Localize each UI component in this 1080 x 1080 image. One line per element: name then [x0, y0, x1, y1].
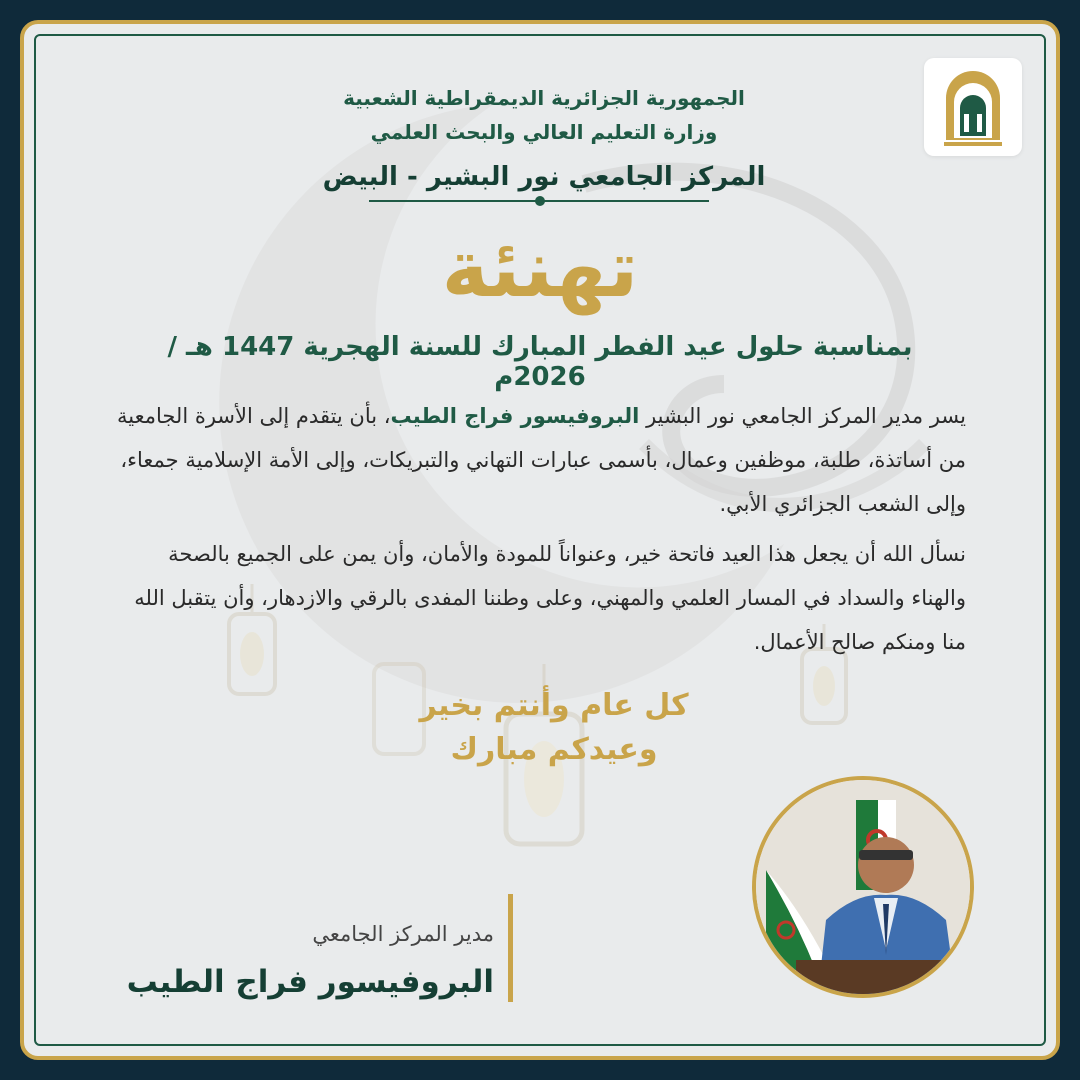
- signature-role: مدير المركز الجامعي: [312, 922, 494, 946]
- divider-dot: [535, 196, 545, 206]
- university-logo: [924, 58, 1022, 156]
- congratulations-heading: تهنئة: [441, 222, 639, 315]
- gold-outer-frame: [20, 20, 1060, 1060]
- occasion-subtitle: بمناسبة حلول عيد الفطر المبارك للسنة الهجرية 1447 هـ / 2026م: [167, 332, 913, 392]
- director-photo: [752, 776, 974, 998]
- wish-line-1: كل عام وأنتم بخير: [419, 688, 689, 723]
- ministry-title: وزارة التعليم العالي والبحث العلمي: [370, 120, 718, 144]
- director-name-highlight: البروفيسور فراج الطيب: [390, 404, 640, 428]
- message-paragraph-1: [114, 394, 966, 526]
- paragraph-1-start: يسر مدير المركز الجامعي نور البشير: [639, 404, 966, 428]
- signature-name: البروفيسور فراج الطيب: [126, 964, 494, 1000]
- university-emblem-icon: [924, 58, 1022, 156]
- wish-line-2: وعيدكم مبارك: [450, 732, 658, 767]
- message-paragraph-2: نسأل الله أن يجعل هذا العيد فاتحة خير، وعنواناً للمودة والأمان، وأن يمن على الجميع بالصحة والهناء والسداد في المسار العلمي والمهني، وعلى وطننا المفدى بالرقي والازدهار، وأن يتقبل الله منا ومنكم صالح الأعمال.: [134, 542, 966, 654]
- center-title: المركز الجامعي نور البشير - البيض: [322, 162, 766, 192]
- republic-title: الجمهورية الجزائرية الديمقراطية الشعبية: [343, 86, 745, 110]
- director-portrait-icon: [756, 780, 970, 994]
- signature-divider: [508, 894, 513, 1002]
- paragraph-1-end: ، بأن يتقدم إلى الأسرة الجامعية من أساتذة، طلبة، موظفين وعمال، بأسمى عبارات التهاني والتبريكات، وإلى الأمة الإسلامية جمعاء، وإلى الشعب الجزائري الأبي.: [117, 404, 966, 516]
